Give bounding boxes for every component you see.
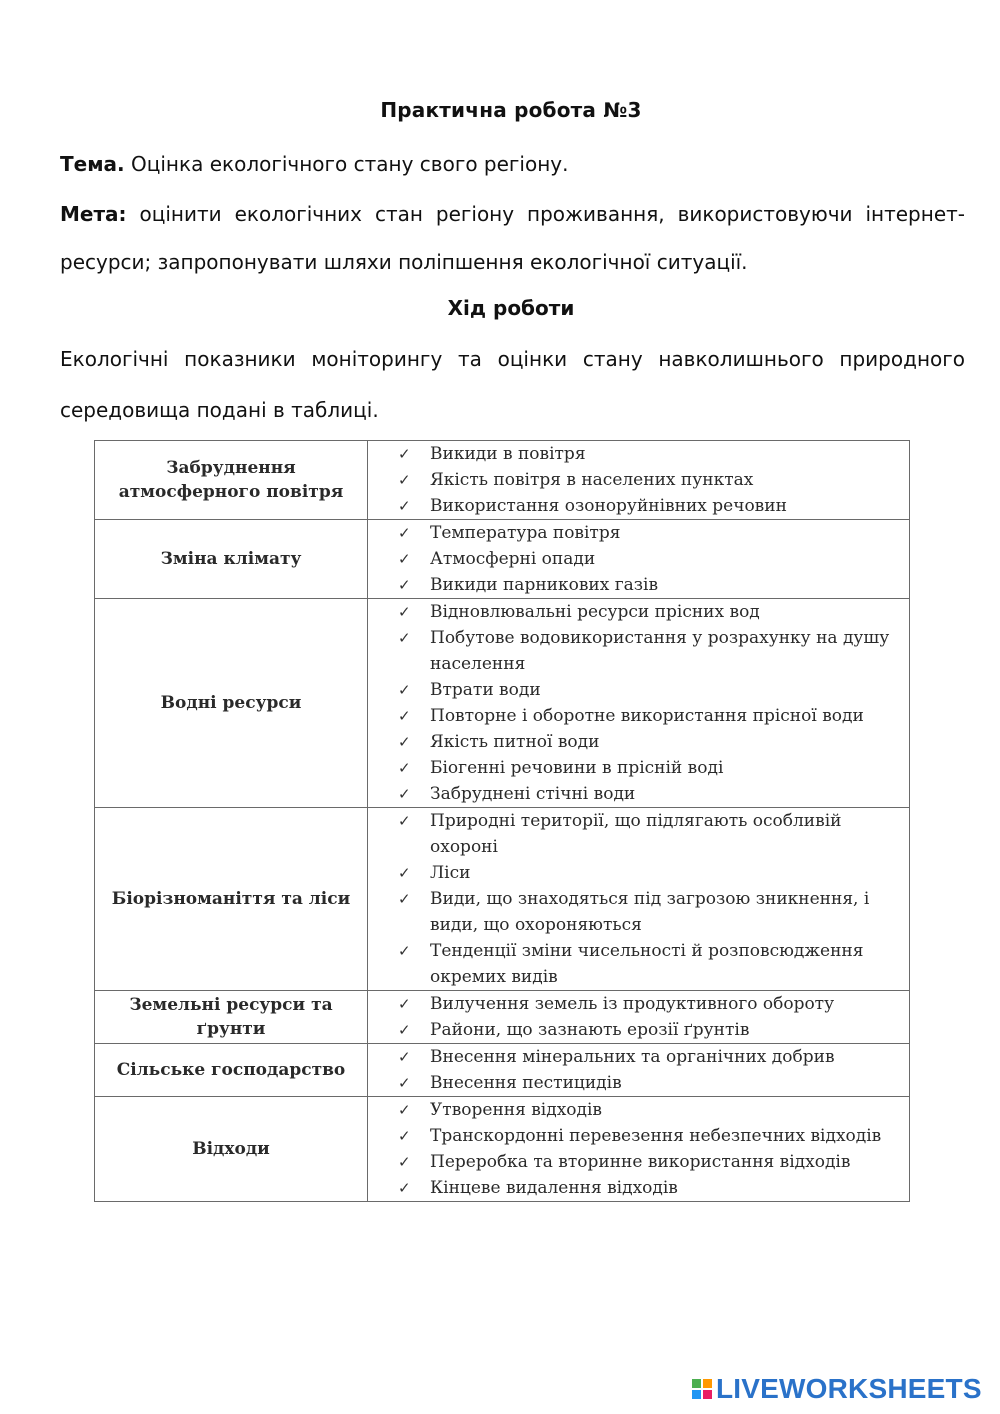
- indicator-list: [368, 1097, 909, 1201]
- logo-square: [703, 1379, 712, 1388]
- table-row: [95, 1097, 910, 1202]
- list-item: [368, 703, 909, 729]
- indicator-text: Втрати води: [430, 680, 541, 700]
- intro-line-2: середовища подані в таблиці.: [60, 398, 379, 422]
- logo-icon: [692, 1379, 712, 1399]
- indicator-list: [368, 808, 909, 990]
- checkmark-icon: ✓: [398, 942, 411, 960]
- indicator-text: Кінцеве видалення відходів: [430, 1178, 678, 1198]
- indicator-list: [368, 441, 909, 519]
- table-row: [95, 1044, 910, 1097]
- category-cell: Зміна клімату: [95, 520, 368, 599]
- list-item: [368, 781, 909, 807]
- indicator-text: Вилучення земель із продуктивного обороту: [430, 994, 835, 1014]
- indicator-text: Переробка та вторинне використання відходів: [430, 1152, 851, 1172]
- indicators-cell: [368, 808, 910, 991]
- indicator-text: Викиди в повітря: [430, 444, 586, 464]
- indicators-cell: [368, 1044, 910, 1097]
- checkmark-icon: ✓: [398, 550, 411, 568]
- topic-text: Оцінка екологічного стану свого регіону.: [131, 152, 569, 176]
- list-item: [368, 1070, 909, 1096]
- checkmark-icon: ✓: [398, 785, 411, 803]
- indicator-text: Повторне і оборотне використання прісної води: [430, 706, 864, 726]
- list-item: [368, 755, 909, 781]
- indicator-text: Внесення пестицидів: [430, 1073, 622, 1093]
- indicator-text: Природні території, що підлягають особливій охороні: [430, 811, 842, 857]
- indicator-text: Райони, що зазнають ерозії ґрунтів: [430, 1020, 750, 1040]
- checkmark-icon: ✓: [398, 995, 411, 1013]
- indicator-text: Відновлювальні ресурси прісних вод: [430, 602, 760, 622]
- category-cell: Сільське господарство: [95, 1044, 368, 1097]
- indicators-cell: [368, 441, 910, 520]
- table-row: [95, 599, 910, 808]
- checkmark-icon: ✓: [398, 681, 411, 699]
- table-row: [95, 520, 910, 599]
- indicators-cell: [368, 1097, 910, 1202]
- list-item: [368, 1044, 909, 1070]
- checkmark-icon: ✓: [398, 445, 411, 463]
- table-row: [95, 441, 910, 520]
- indicator-text: Якість питної води: [430, 732, 600, 752]
- list-item: [368, 1123, 909, 1149]
- goal-text-1: оцінити екологічних стан регіону проживання, використовуючи інтернет-: [139, 202, 965, 226]
- checkmark-icon: ✓: [398, 1101, 411, 1119]
- list-item: [368, 1175, 909, 1201]
- indicator-text: Температура повітря: [430, 523, 621, 543]
- list-item: [368, 886, 909, 938]
- list-item: [368, 991, 909, 1017]
- category-cell: Земельні ресурси та ґрунти: [95, 991, 368, 1044]
- checkmark-icon: ✓: [398, 707, 411, 725]
- indicator-list: [368, 520, 909, 598]
- page-title: Практична робота №3: [380, 98, 642, 122]
- list-item: [368, 808, 909, 860]
- indicator-text: Викиди парникових газів: [430, 575, 659, 595]
- category-cell: Біорізноманіття та ліси: [95, 808, 368, 991]
- indicators-cell: [368, 520, 910, 599]
- intro-line-1: Екологічні показники моніторингу та оцінки стану навколишнього природного: [60, 347, 965, 371]
- checkmark-icon: ✓: [398, 1021, 411, 1039]
- indicators-table: [94, 440, 910, 1202]
- indicator-text: Якість повітря в населених пунктах: [430, 470, 754, 490]
- list-item: [368, 860, 909, 886]
- checkmark-icon: ✓: [398, 629, 411, 647]
- indicator-text: Внесення мінеральних та органічних добрив: [430, 1047, 835, 1067]
- checkmark-icon: ✓: [398, 1153, 411, 1171]
- indicator-text: Забруднені стічні води: [430, 784, 636, 804]
- category-cell: Водні ресурси: [95, 599, 368, 808]
- logo-square: [692, 1379, 701, 1388]
- checkmark-icon: ✓: [398, 576, 411, 594]
- indicator-list: [368, 599, 909, 807]
- checkmark-icon: ✓: [398, 890, 411, 908]
- list-item: [368, 520, 909, 546]
- checkmark-icon: ✓: [398, 1074, 411, 1092]
- checkmark-icon: ✓: [398, 1179, 411, 1197]
- list-item: [368, 599, 909, 625]
- logo-square: [692, 1390, 701, 1399]
- list-item: [368, 938, 909, 990]
- indicator-text: Тенденції зміни чисельності й розповсюдження окремих видів: [430, 941, 864, 987]
- procedure-title: Хід роботи: [447, 296, 575, 320]
- indicator-text: Використання озоноруйнівних речовин: [430, 496, 787, 516]
- list-item: [368, 625, 909, 677]
- indicator-text: Види, що знаходяться під загрозою зникнення, і види, що охороняються: [430, 889, 870, 935]
- checkmark-icon: ✓: [398, 497, 411, 515]
- list-item: [368, 493, 909, 519]
- list-item: [368, 1017, 909, 1043]
- category-cell: Забруднення атмосферного повітря: [95, 441, 368, 520]
- logo-text: LIVEWORKSHEETS: [716, 1373, 982, 1404]
- checkmark-icon: ✓: [398, 1127, 411, 1145]
- checkmark-icon: ✓: [398, 603, 411, 621]
- indicators-cell: [368, 991, 910, 1044]
- list-item: [368, 572, 909, 598]
- indicators-cell: [368, 599, 910, 808]
- indicator-text: Ліси: [430, 863, 471, 883]
- checkmark-icon: ✓: [398, 524, 411, 542]
- indicator-text: Транскордонні перевезення небезпечних відходів: [430, 1126, 882, 1146]
- checkmark-icon: ✓: [398, 471, 411, 489]
- checkmark-icon: ✓: [398, 1048, 411, 1066]
- indicator-list: [368, 991, 909, 1043]
- indicator-text: Атмосферні опади: [430, 549, 596, 569]
- checkmark-icon: ✓: [398, 733, 411, 751]
- goal-line-1: [60, 200, 965, 228]
- list-item: [368, 546, 909, 572]
- goal-line-2: ресурси; запропонувати шляхи поліпшення екологічної ситуації.: [60, 250, 748, 274]
- list-item: [368, 467, 909, 493]
- category-cell: Відходи: [95, 1097, 368, 1202]
- checkmark-icon: ✓: [398, 864, 411, 882]
- list-item: [368, 441, 909, 467]
- topic-label: Тема.: [60, 152, 125, 176]
- list-item: [368, 1149, 909, 1175]
- indicator-text: Побутове водовикористання у розрахунку на душу населення: [430, 628, 890, 674]
- list-item: [368, 729, 909, 755]
- goal-label: Мета:: [60, 202, 127, 226]
- indicator-text: Утворення відходів: [430, 1100, 603, 1120]
- table-row: [95, 808, 910, 991]
- list-item: [368, 677, 909, 703]
- list-item: [368, 1097, 909, 1123]
- checkmark-icon: ✓: [398, 759, 411, 777]
- checkmark-icon: ✓: [398, 812, 411, 830]
- table-row: [95, 991, 910, 1044]
- indicator-text: Біогенні речовини в прісній воді: [430, 758, 724, 778]
- indicator-list: [368, 1044, 909, 1096]
- topic-line: [60, 150, 965, 178]
- liveworksheets-logo: [692, 1374, 982, 1404]
- logo-square: [703, 1390, 712, 1399]
